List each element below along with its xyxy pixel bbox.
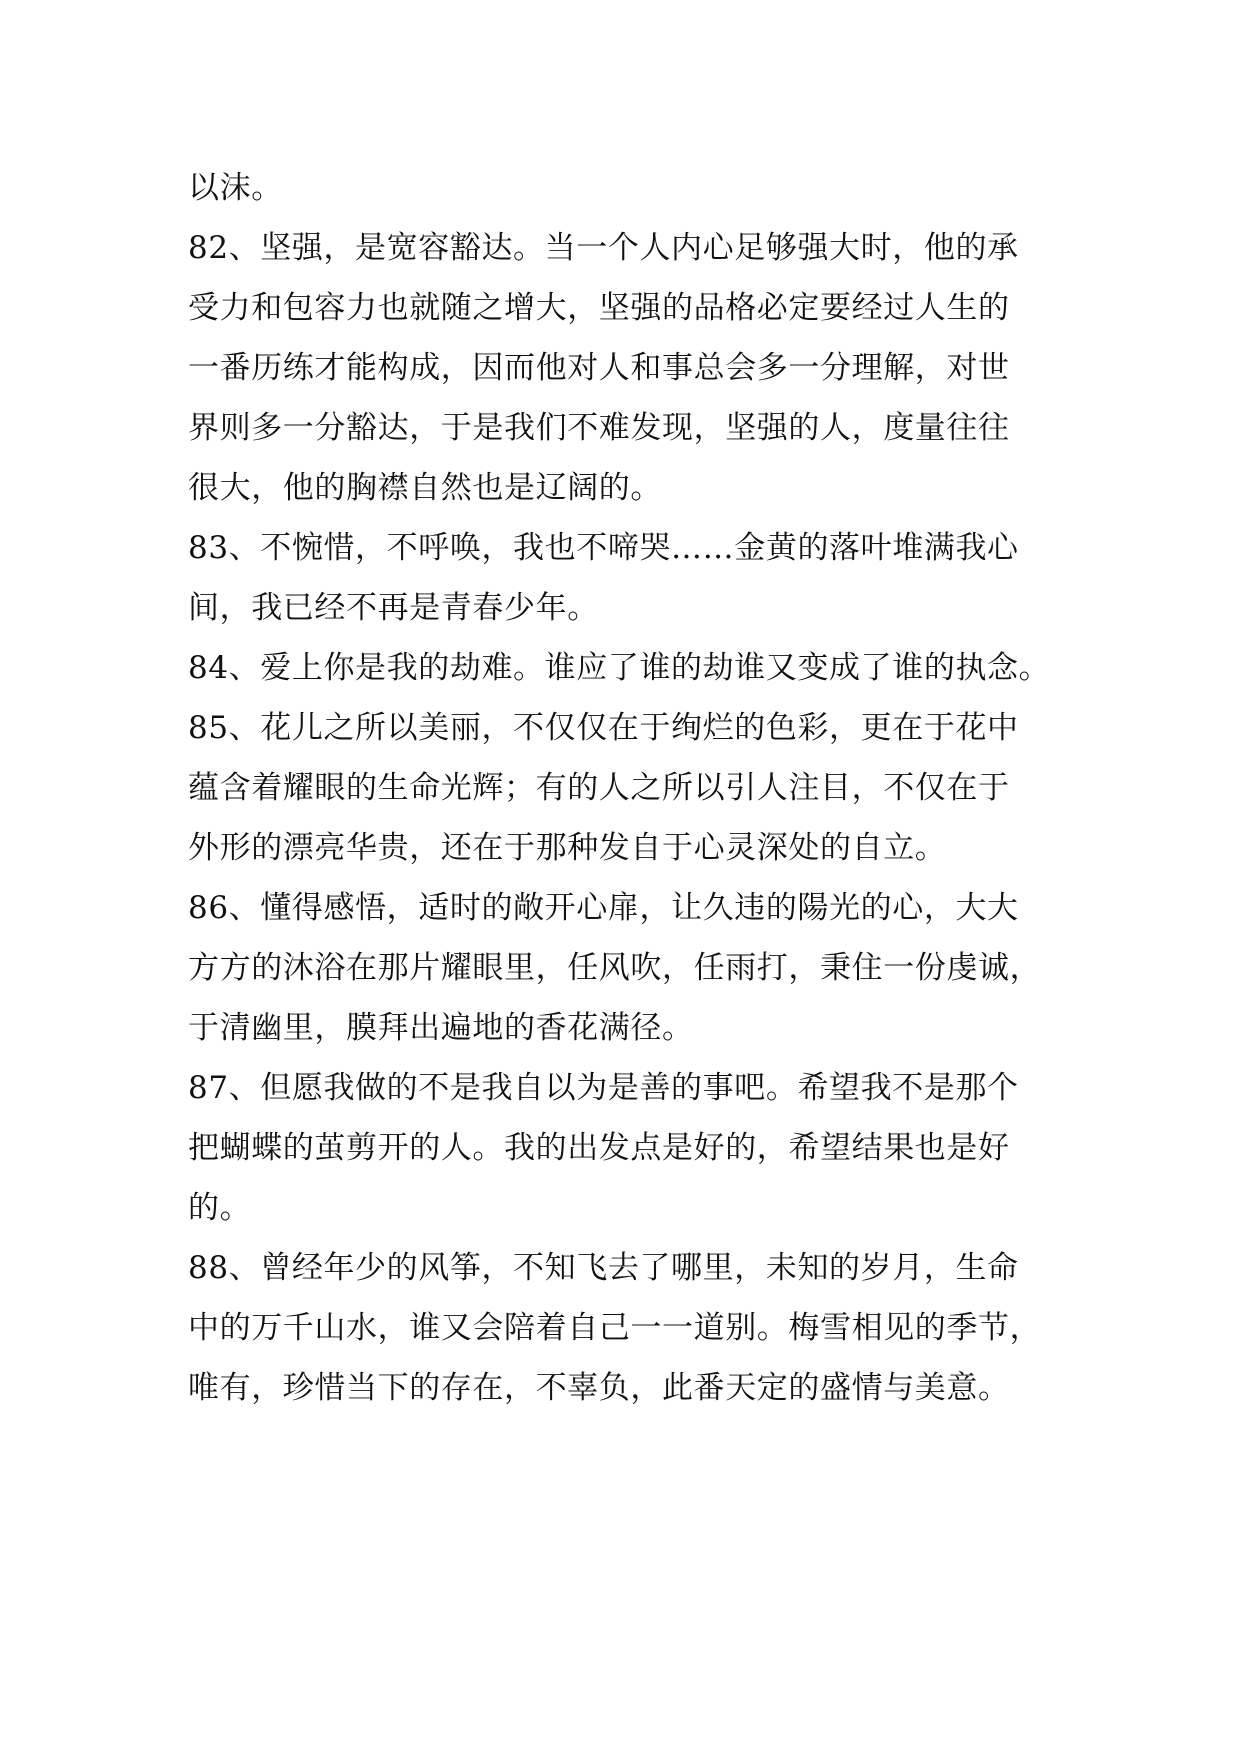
text-line: 87、但愿我做的不是我自以为是善的事吧。希望我不是那个 [188,1070,1019,1106]
text-line: 82、坚强，是宽容豁达。当一个人内心足够强大时，他的承 [188,230,1019,266]
text-line: 83、不惋惜，不呼唤，我也不啼哭……金黄的落叶堆满我心 [188,530,1019,566]
text-line: 唯有，珍惜当下的存在，不辜负，此番天定的盛情与美意。 [188,1370,1010,1406]
text-line: 外形的漂亮华贵，还在于那种发自于心灵深处的自立。 [188,830,947,866]
text-line: 很大，他的胸襟自然也是辽阔的。 [188,470,662,506]
text-line: 84、爱上你是我的劫难。谁应了谁的劫谁又变成了谁的执念。 [188,650,1051,686]
document-body [188,158,1068,1418]
text-line: 88、曾经年少的风筝，不知飞去了哪里，未知的岁月，生命 [188,1250,1019,1286]
text-line: 中的万千山水，谁又会陪着自己一一道别。梅雪相见的季节， [188,1310,1042,1346]
text-line: 86、懂得感悟，适时的敞开心扉，让久违的陽光的心，大大 [188,890,1019,926]
text-line: 间，我已经不再是青春少年。 [188,590,599,626]
text-line: 一番历练才能构成，因而他对人和事总会多一分理解，对世 [188,350,1010,386]
text-line: 的。 [188,1190,252,1226]
text-line: 把蝴蝶的茧剪开的人。我的出发点是好的，希望结果也是好 [188,1130,1010,1166]
text-line: 方方的沐浴在那片耀眼里，任风吹，任雨打，秉住一份虔诚， [188,950,1042,986]
text-line: 以沫。 [188,170,283,206]
text-line: 受力和包容力也就随之增大，坚强的品格必定要经过人生的 [188,290,1010,326]
text-line: 85、花儿之所以美丽，不仅仅在于绚烂的色彩，更在于花中 [188,710,1019,746]
text-line: 蕴含着耀眼的生命光辉；有的人之所以引人注目，不仅在于 [188,770,1010,806]
text-line: 界则多一分豁达，于是我们不难发现，坚强的人，度量往往 [188,410,1010,446]
text-line: 于清幽里，膜拜出遍地的香花满径。 [188,1010,694,1046]
